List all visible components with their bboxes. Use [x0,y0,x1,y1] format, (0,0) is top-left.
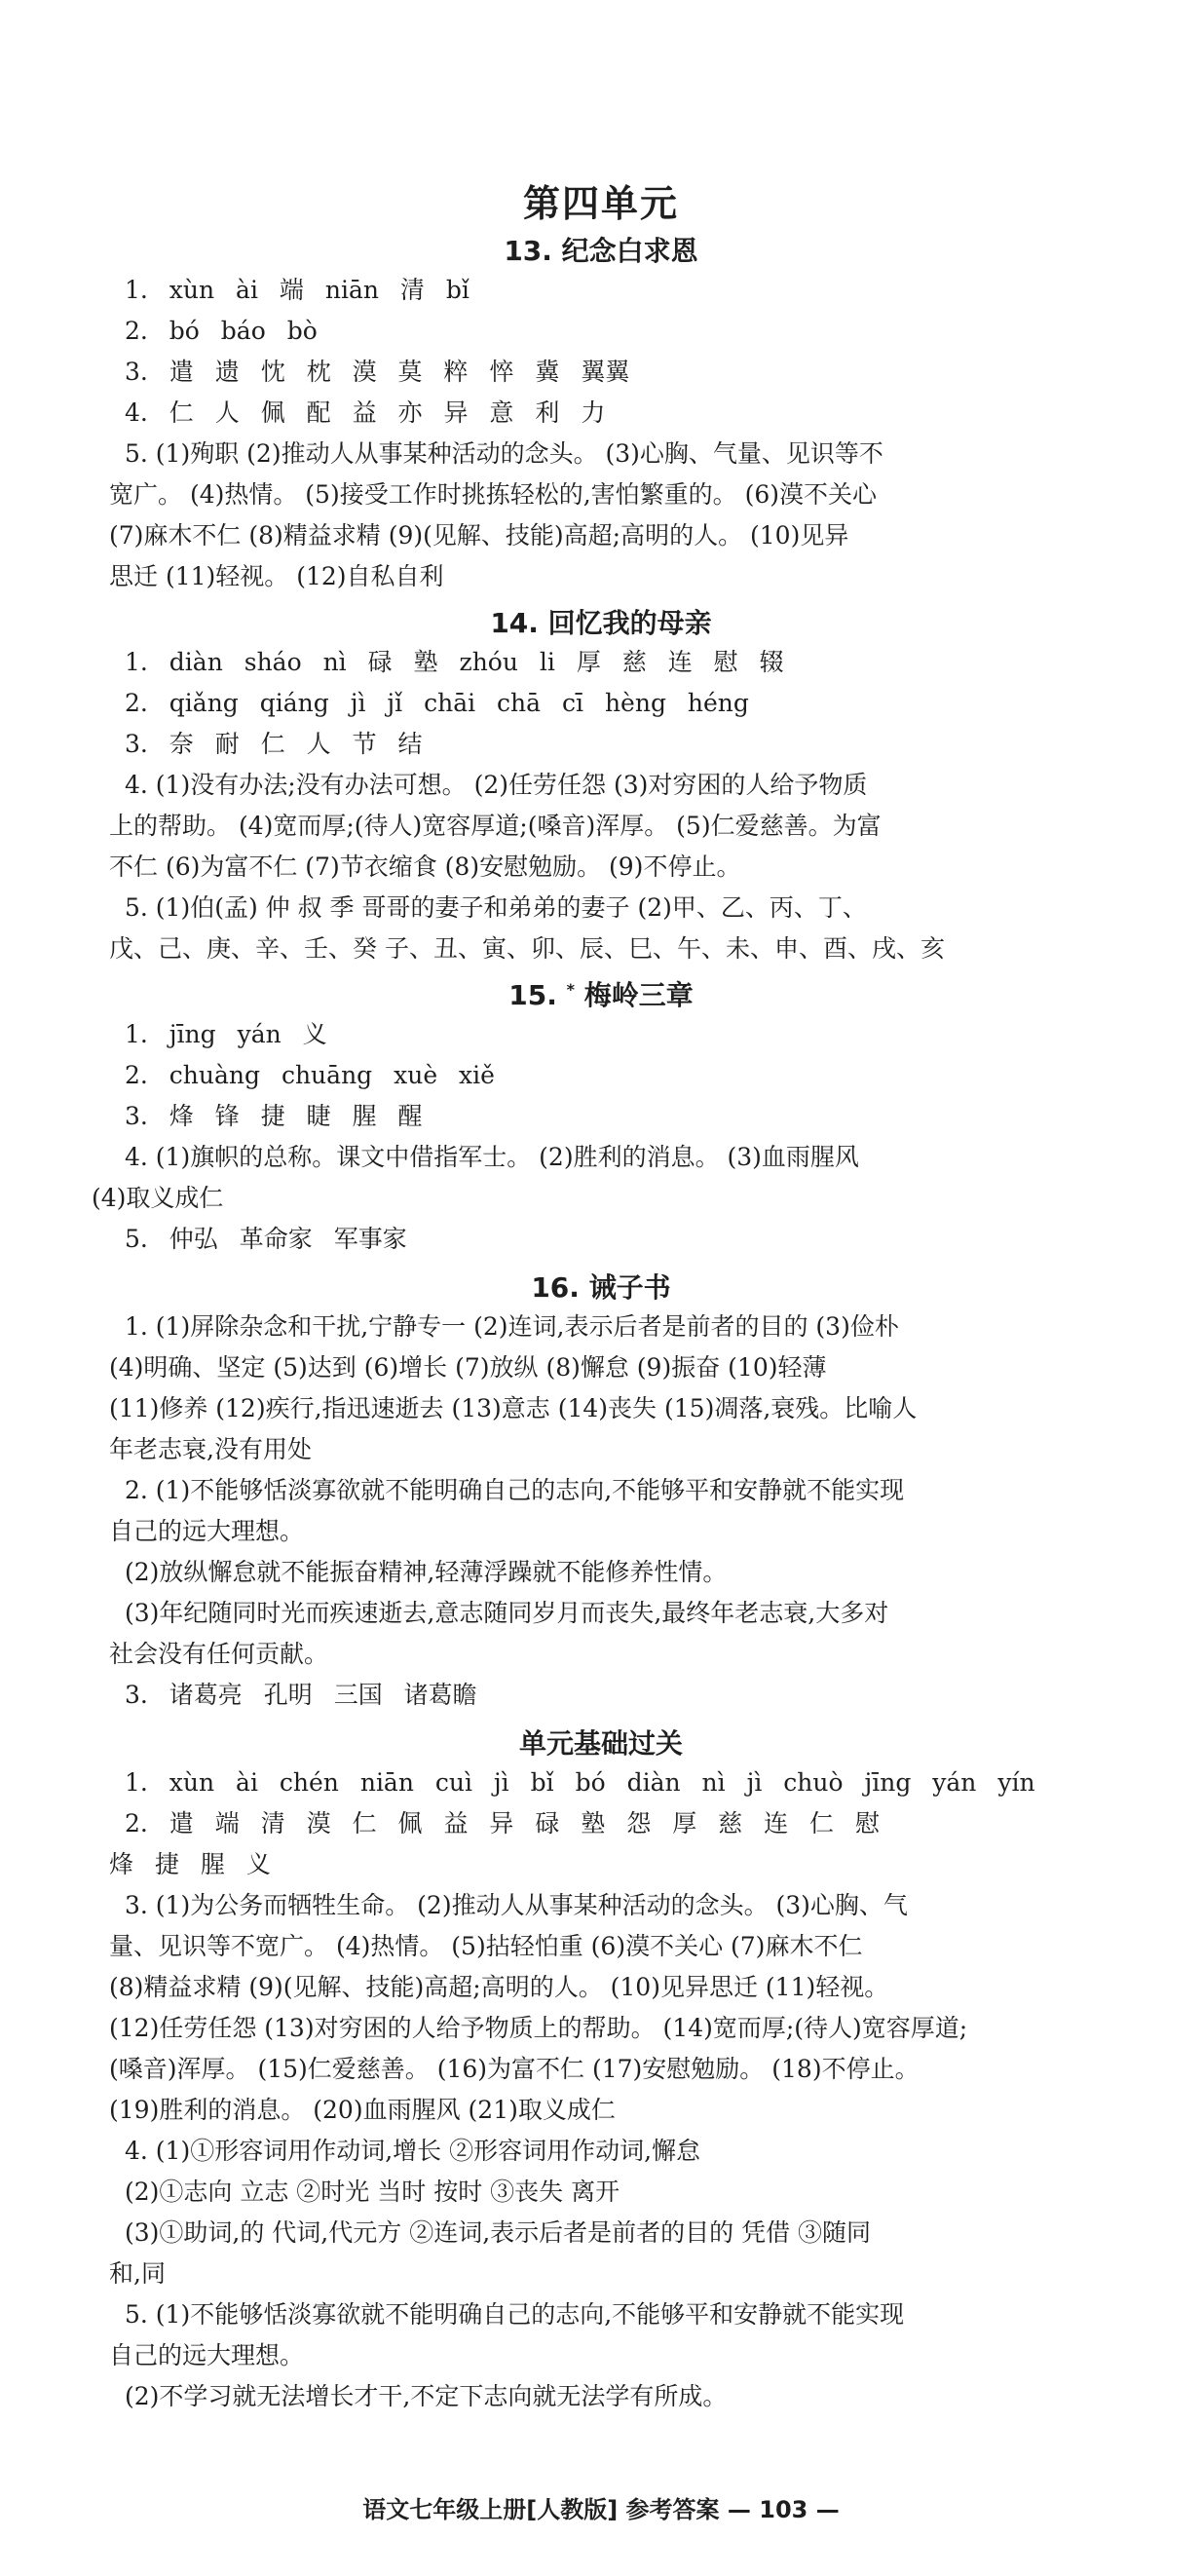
answer-line: 5. 仲弘 革命家 军事家 [125,1225,407,1253]
answer-line: 1. xùn ài chén niān cuì jì bǐ bó diàn nì jì chuò jīng yán yín [125,1768,1035,1797]
section-15-number: 15. [508,979,557,1011]
answer-line: (3)①助词,的 代词,代元方 ②连词,表示后者是前者的目的 凭借 ③随同 [125,2218,872,2247]
answer-line: (3)年纪随同时光而疾速逝去,意志随同岁月而丧失,最终年老志衰,大多对 [125,1599,889,1627]
answer-line: 1. diàn sháo nì 碌 塾 zhóu li 厚 慈 连 慰 辍 [125,648,784,676]
answer-line: (8)精益求精 (9)(见解、技能)高超;高明的人。 (10)见异思迁 (11)轻视。 [109,1973,889,2001]
answer-line: 2. bó báo bò [125,317,318,345]
answer-line: (19)胜利的消息。 (20)血雨腥风 (21)取义成仁 [109,2096,616,2124]
section-15-name: 梅岭三章 [583,979,694,1011]
answer-line: 1. xùn ài 端 niān 清 bǐ [125,276,470,304]
answer-line: 1. (1)屏除杂念和干扰,宁静专一 (2)连词,表示后者是前者的目的 (3)俭朴 [125,1312,899,1341]
answer-line: (嗓音)浑厚。 (15)仁爱慈善。 (16)为富不仁 (17)安慰勉励。 (18)不停止。 [109,2055,920,2083]
answer-line: 5. (1)不能够恬淡寡欲就不能明确自己的志向,不能够平和安静就不能实现 [125,2300,905,2329]
section-16-title: 16. 诫子书 [531,1271,671,1304]
answer-line: 3. 诸葛亮 孔明 三国 诸葛瞻 [125,1681,477,1709]
answer-line: 2. qiǎng qiáng jì jǐ chāi chā cī hèng héng [125,689,749,717]
answer-line: 社会没有任何贡献。 [109,1640,329,1668]
unit-review-title: 单元基础过关 [518,1727,683,1760]
answer-line: 3. 遣 遗 忱 枕 漠 莫 粹 悴 冀 翼翼 [125,358,630,386]
answer-line: 3. 奈 耐 仁 人 节 结 [125,730,423,758]
section-15-title [0,974,1202,1013]
answer-line: (11)修养 (12)疾行,指迅速逝去 (13)意志 (14)丧失 (15)凋落,衰残。比喻人 [109,1394,918,1422]
answer-line: 4. (1)没有办法;没有办法可想。 (2)任劳任怨 (3)对穷困的人给予物质 [125,771,868,799]
answer-line: 2. 遣 端 清 漠 仁 佩 益 异 碌 塾 怨 厚 慈 连 仁 慰 [125,1809,881,1837]
answer-line: 戊、己、庚、辛、壬、癸 子、丑、寅、卯、辰、巳、午、未、申、酉、戌、亥 [109,934,945,963]
answer-line: (12)任劳任怨 (13)对穷困的人给予物质上的帮助。 (14)宽而厚;(待人)宽容厚道; [109,2014,968,2042]
answer-line: 5. (1)伯(孟) 仲 叔 季 哥哥的妻子和弟弟的妻子 (2)甲、乙、丙、丁、 [125,893,867,922]
answer-line: 宽广。 (4)热情。 (5)接受工作时挑拣轻松的,害怕繁重的。 (6)漠不关心 [109,480,878,509]
section-13-title: 13. 纪念白求恩 [504,235,698,267]
answer-line: 不仁 (6)为富不仁 (7)节衣缩食 (8)安慰勉励。 (9)不停止。 [109,852,741,881]
answer-line: 4. (1)①形容词用作动词,增长 ②形容词用作动词,懈怠 [125,2137,701,2165]
unit-title: 第四单元 [522,182,679,225]
answer-line: 烽 捷 腥 义 [109,1850,271,1878]
answer-line: (4)取义成仁 [92,1184,224,1212]
asterisk-mark: * [566,980,575,999]
answer-line: 年老志衰,没有用处 [109,1435,312,1463]
page-footer: 语文七年级上册[人教版] 参考答案 — 103 — [362,2496,840,2523]
answer-line: (2)①志向 立志 ②时光 当时 按时 ③丧失 离开 [125,2178,620,2206]
answer-line: 2. chuàng chuāng xuè xiě [125,1061,495,1089]
answer-line: 3. (1)为公务而牺牲生命。 (2)推动人从事某种活动的念头。 (3)心胸、气 [125,1891,908,1919]
answer-line: 4. (1)旗帜的总称。课文中借指军士。 (2)胜利的消息。 (3)血雨腥风 [125,1143,859,1171]
answer-line: 4. 仁 人 佩 配 益 亦 异 意 利 力 [125,398,606,427]
answer-line: (7)麻木不仁 (8)精益求精 (9)(见解、技能)高超;高明的人。 (10)见异 [109,521,849,549]
answer-line: 上的帮助。 (4)宽而厚;(待人)宽容厚道;(嗓音)浑厚。 (5)仁爱慈善。为富 [109,812,882,840]
answer-line: 和,同 [109,2259,166,2288]
answer-line: 1. jīng yán 义 [125,1020,327,1048]
answer-line: (2)不学习就无法增长才干,不定下志向就无法学有所成。 [125,2382,728,2410]
answer-line: 2. (1)不能够恬淡寡欲就不能明确自己的志向,不能够平和安静就不能实现 [125,1476,905,1504]
answer-line: 思迁 (11)轻视。 (12)自私自利 [109,562,444,590]
answer-line: 量、见识等不宽广。 (4)热情。 (5)拈轻怕重 (6)漠不关心 (7)麻木不仁 [109,1932,863,1960]
answer-line: 3. 烽 锋 捷 睫 腥 醒 [125,1102,423,1130]
answer-line: 自己的远大理想。 [109,2341,305,2369]
section-14-title: 14. 回忆我的母亲 [490,607,712,639]
answer-line: (2)放纵懈怠就不能振奋精神,轻薄浮躁就不能修养性情。 [125,1558,728,1586]
answer-line: (4)明确、坚定 (5)达到 (6)增长 (7)放纵 (8)懈怠 (9)振奋 (10)轻薄 [109,1353,827,1382]
answer-line: 自己的远大理想。 [109,1517,305,1545]
answer-line: 5. (1)殉职 (2)推动人从事某种活动的念头。 (3)心胸、气量、见识等不 [125,439,883,468]
